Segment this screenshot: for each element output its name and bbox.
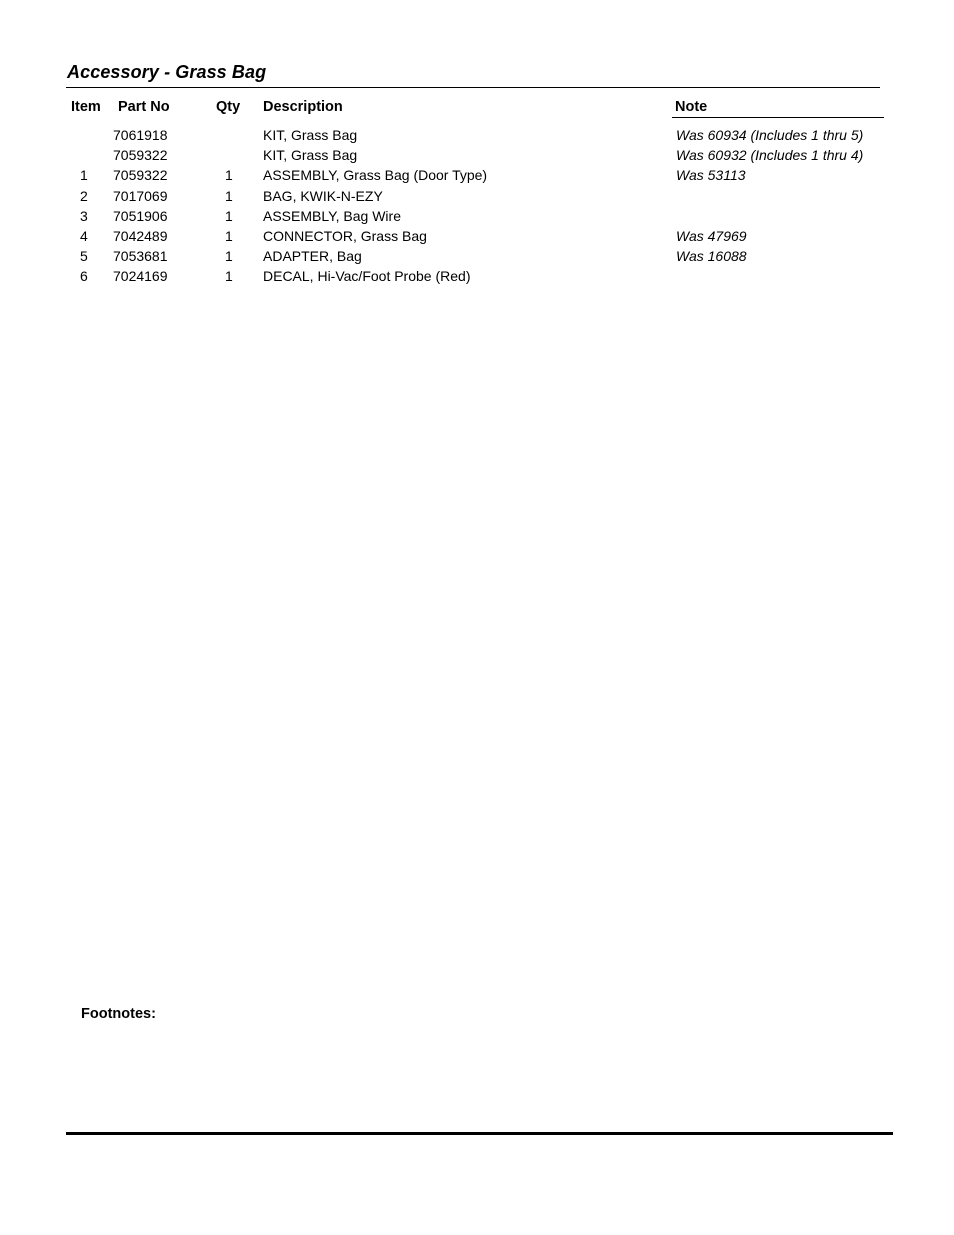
cell-note: Was 60932 (Includes 1 thru 4) [676, 147, 864, 164]
cell-part-no: 7059322 [113, 147, 168, 164]
cell-item: 5 [80, 248, 88, 265]
table-row [0, 268, 954, 288]
parts-table-body [0, 127, 954, 289]
header-divider [672, 117, 884, 118]
cell-qty: 1 [225, 207, 233, 224]
cell-qty: 1 [225, 227, 233, 244]
cell-note: Was 53113 [676, 167, 746, 184]
table-header [0, 99, 954, 119]
cell-description: BAG, KWIK-N-EZY [263, 187, 383, 204]
cell-item: 3 [80, 207, 88, 224]
table-row [0, 167, 954, 187]
cell-description: KIT, Grass Bag [263, 127, 358, 143]
table-row [0, 248, 954, 268]
cell-description: ASSEMBLY, Grass Bag (Door Type) [263, 167, 488, 184]
cell-description: ADAPTER, Bag [263, 248, 362, 265]
header-note: Note [675, 99, 708, 115]
cell-part-no: 7059322 [113, 167, 168, 184]
cell-part-no: 7053681 [113, 248, 168, 265]
cell-description: DECAL, Hi-Vac/Foot Probe (Red) [263, 268, 471, 285]
table-row [0, 228, 954, 248]
cell-note: Was 60934 (Includes 1 thru 5) [676, 127, 864, 143]
cell-note: Was 47969 [676, 227, 747, 244]
table-row [0, 208, 954, 228]
cell-part-no: 7042489 [113, 227, 168, 244]
cell-qty: 1 [225, 248, 233, 265]
cell-item: 1 [80, 167, 88, 184]
cell-note: Was 16088 [676, 248, 747, 265]
cell-description: ASSEMBLY, Bag Wire [263, 207, 401, 224]
cell-qty: 1 [225, 187, 233, 204]
cell-part-no: 7051906 [113, 207, 168, 224]
cell-item: 6 [80, 268, 88, 285]
cell-part-no: 7061918 [113, 127, 168, 143]
header-description: Description [263, 99, 343, 115]
cell-part-no: 7017069 [113, 187, 168, 204]
header-qty: Qty [216, 99, 241, 115]
header-item: Item [71, 99, 101, 115]
table-row [0, 147, 954, 167]
cell-item: 4 [80, 227, 88, 244]
header-part-no: Part No [118, 99, 170, 115]
cell-qty: 1 [225, 268, 233, 285]
cell-part-no: 7024169 [113, 268, 168, 285]
cell-description: CONNECTOR, Grass Bag [263, 227, 427, 244]
footnotes-label: Footnotes: [81, 1006, 156, 1022]
bottom-divider [66, 1132, 893, 1135]
table-row [0, 188, 954, 208]
title-divider [66, 87, 880, 88]
table-row [0, 127, 954, 147]
page-title: Accessory - Grass Bag [67, 62, 267, 82]
cell-item: 2 [80, 187, 88, 204]
cell-description: KIT, Grass Bag [263, 147, 358, 164]
cell-qty: 1 [225, 167, 233, 184]
